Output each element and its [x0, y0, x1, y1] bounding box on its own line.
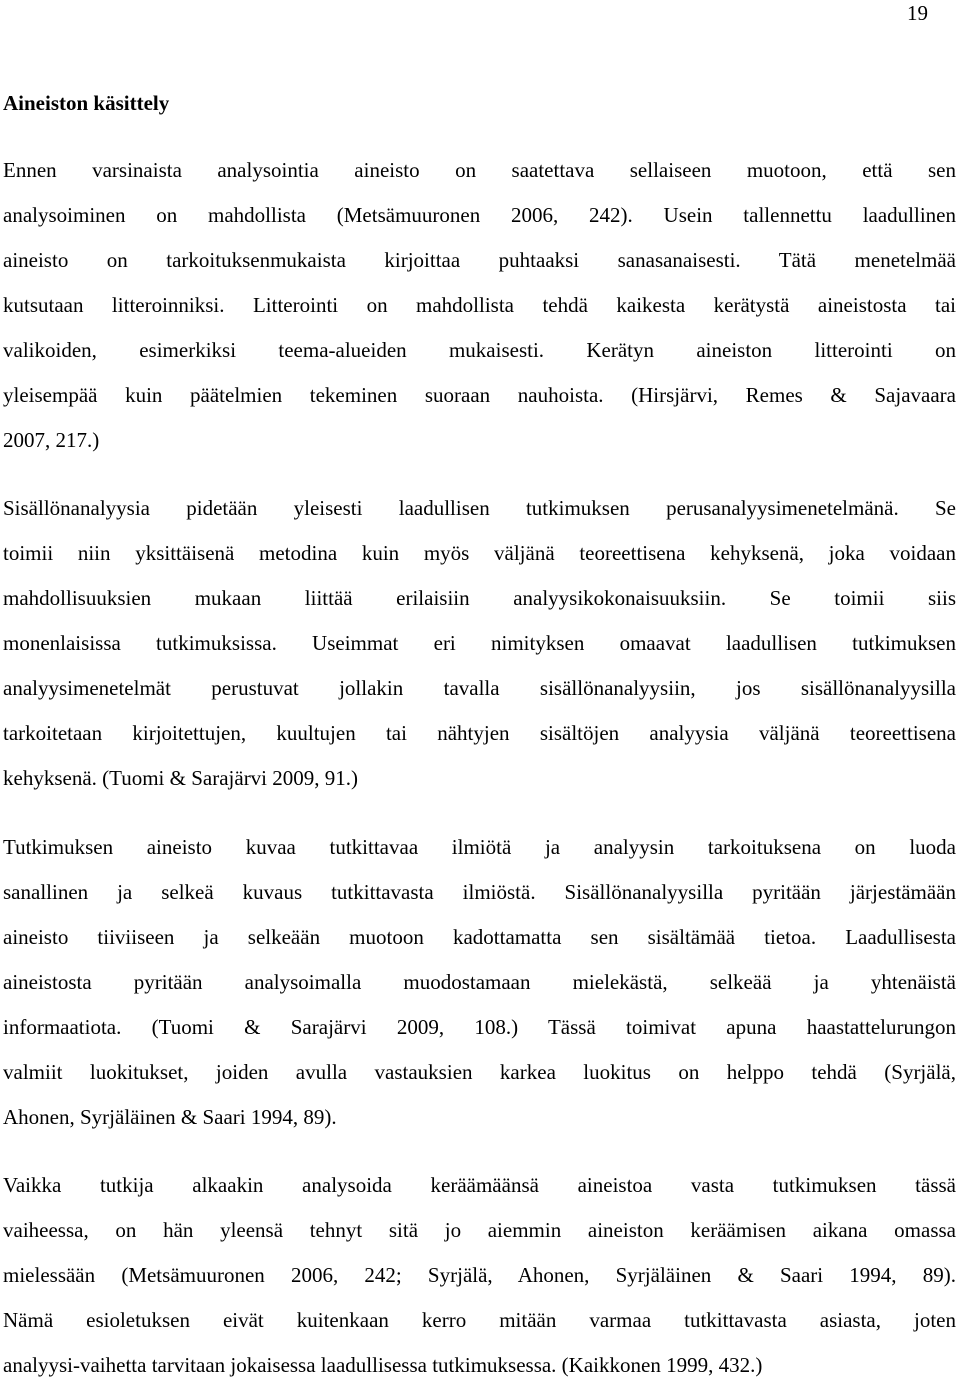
text-line: toimii niin yksittäisenä metodina kuin myös väljänä teoreettisena kehyksenä, joka voidaan — [3, 541, 956, 565]
page-number: 19 — [907, 1, 928, 25]
text-line: monenlaisissa tutkimuksissa. Useimmat eri nimityksen omaavat laadullisen tutkimuksen — [3, 631, 956, 655]
text-line: Nämä esioletuksen eivät kuitenkaan kerro mitään varmaa tutkittavasta asiasta, joten — [3, 1308, 956, 1332]
text-line: Vaikka tutkija alkaakin analysoida keräämäänsä aineistoa vasta tutkimuksen tässä — [3, 1173, 956, 1197]
text-line: informaatiota. (Tuomi & Sarajärvi 2009, 108.) Tässä toimivat apuna haastattelurungon — [3, 1015, 956, 1039]
text-line: vaiheessa, on hän yleensä tehnyt sitä jo aiemmin aineiston keräämisen aikana omassa — [3, 1218, 956, 1242]
text-line: kehyksenä. (Tuomi & Sarajärvi 2009, 91.) — [3, 766, 359, 790]
text-line: sanallinen ja selkeä kuvaus tutkittavasta ilmiöstä. Sisällönanalyysilla pyritään järjestämään — [3, 880, 956, 904]
text-line: aineisto on tarkoituksenmukaista kirjoittaa puhtaaksi sanasanaisesti. Tätä menetelmää — [3, 248, 956, 272]
text-line: analyysi-vaihetta tarvitaan jokaisessa laadullisessa tutkimuksessa. (Kaikkonen 1999, 432.) — [3, 1353, 763, 1377]
text-line: valikoiden, esimerkiksi teema-alueiden mukaisesti. Kerätyn aineiston litterointi on — [3, 338, 956, 362]
text-line: Tutkimuksen aineisto kuvaa tutkittavaa ilmiötä ja analyysin tarkoituksena on luoda — [3, 835, 956, 859]
text-line: tarkoitetaan kirjoitettujen, kuultujen tai nähtyjen sisältöjen analyysia väljänä teoreettisena — [3, 721, 956, 745]
text-line: aineisto tiiviiseen ja selkeään muotoon kadottamatta sen sisältämää tietoa. Laadullisesta — [3, 925, 956, 949]
text-line: valmiit luokitukset, joiden avulla vastauksien karkea luokitus on helppo tehdä (Syrjälä, — [3, 1060, 956, 1084]
text-line: 2007, 217.) — [3, 428, 100, 452]
paragraph-analyysivaihe — [3, 1163, 956, 1388]
text-line: yleisempää kuin päätelmien tekeminen suoraan nauhoista. (Hirsjärvi, Remes & Sajavaara — [3, 383, 956, 407]
paragraph-aineiston-muoto — [3, 148, 956, 463]
paragraph-aineiston-kuvaus — [3, 825, 956, 1140]
text-line: Ennen varsinaista analysointia aineisto on saatettava sellaiseen muotoon, että sen — [3, 158, 956, 182]
section-heading: Aineiston käsittely — [3, 91, 170, 115]
text-line: Ahonen, Syrjäläinen & Saari 1994, 89). — [3, 1105, 337, 1129]
text-line: Sisällönanalyysia pidetään yleisesti laadullisen tutkimuksen perusanalyysimenetelmänä. Se — [3, 496, 956, 520]
text-line: kutsutaan litteroinniksi. Litterointi on mahdollista tehdä kaikesta kerätystä aineistosta tai — [3, 293, 956, 317]
text-line: analyysimenetelmät perustuvat jollakin tavalla sisällönanalyysiin, jos sisällönanalyysilla — [3, 676, 956, 700]
text-line: mielessään (Metsämuuronen 2006, 242; Syrjälä, Ahonen, Syrjäläinen & Saari 1994, 89). — [3, 1263, 956, 1287]
text-line: aineistosta pyritään analysoimalla muodostamaan mielekästä, selkeää ja yhtenäistä — [3, 970, 956, 994]
paragraph-sisallonanalyysi — [3, 486, 956, 801]
text-line: mahdollisuuksien mukaan liittää erilaisiin analyysikokonaisuuksiin. Se toimii siis — [3, 586, 956, 610]
text-line: analysoiminen on mahdollista (Metsämuuronen 2006, 242). Usein tallennettu laadullinen — [3, 203, 956, 227]
